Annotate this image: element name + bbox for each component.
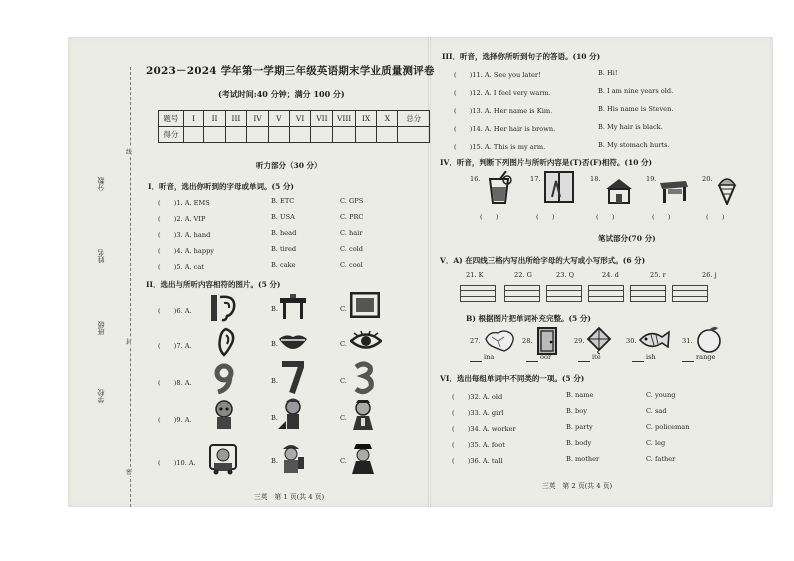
writing-lines[interactable] xyxy=(460,285,496,302)
question-number: ( )35. A. foot xyxy=(452,441,505,449)
question-number: ( )8. A. xyxy=(158,379,192,387)
option-b: B. I am nine years old. xyxy=(598,87,674,95)
word-fragment: ina xyxy=(484,353,495,361)
boy-icon xyxy=(210,399,238,431)
question-number: ( )2. A. VIP xyxy=(158,215,206,223)
word-fragment: oor xyxy=(540,353,552,361)
worker-icon xyxy=(276,441,306,475)
score-col-total: 总分 xyxy=(398,111,430,127)
option-c: C. PRC xyxy=(340,213,364,221)
score-col: VIII xyxy=(333,111,355,127)
question-number: 20. xyxy=(702,175,713,183)
house-icon xyxy=(604,177,634,205)
section-1-heading: I．听音，选出你听到的字母或单词。(5 分) xyxy=(148,182,294,191)
score-col: VII xyxy=(311,111,333,127)
fill-blank[interactable] xyxy=(682,361,694,362)
answer-bracket[interactable]: ( ) xyxy=(652,213,671,221)
score-col: II xyxy=(204,111,225,127)
fish-icon xyxy=(214,327,238,357)
china-map-icon xyxy=(484,329,516,353)
question-number: ( )7. A. xyxy=(158,342,192,350)
policeman-icon xyxy=(348,441,378,475)
question-number: ( )32. A. old xyxy=(452,393,503,401)
section-3-heading: III．听音，选择你所听到句子的答语。(10 分) xyxy=(442,52,601,61)
writing-lines[interactable] xyxy=(630,285,666,302)
question-number: ( )34. A. worker xyxy=(452,425,516,433)
letter-prompt: 24. d xyxy=(602,271,619,279)
page-two xyxy=(430,37,773,507)
question-number: ( )15. A. This is my arm. xyxy=(454,143,546,151)
option-c: C. young xyxy=(646,391,676,399)
bus-driver-icon xyxy=(208,441,238,475)
number-9-icon xyxy=(212,363,236,395)
option-b: B. USA xyxy=(271,213,295,221)
question-number: ( )1. A. EMS xyxy=(158,199,210,207)
orange-icon xyxy=(696,325,722,353)
option-b: B. xyxy=(271,414,278,422)
score-cell[interactable] xyxy=(289,127,311,143)
question-number: 29. xyxy=(574,337,585,345)
option-b: B. body xyxy=(566,439,592,447)
question-number: ( )12. A. I feel very warm. xyxy=(454,89,551,97)
eye-icon xyxy=(350,292,380,318)
option-c: C. father xyxy=(646,455,676,463)
score-cell-total[interactable] xyxy=(398,127,430,143)
writing-lines[interactable] xyxy=(672,285,708,302)
question-number: 31. xyxy=(682,337,693,345)
option-b: B. boy xyxy=(566,407,587,415)
question-number: ( )6. A. xyxy=(158,307,192,315)
question-number: ( )4. A. happy xyxy=(158,247,215,255)
section-5a-heading: V．A) 在四线三格内写出所给字母的大写或小写形式。(6 分) xyxy=(440,256,646,265)
question-number: 18. xyxy=(590,175,601,183)
score-col: VI xyxy=(289,111,311,127)
letter-prompt: 26. j xyxy=(702,271,717,279)
exam-title: 2023－2024 学年第一学期三年级英语期末学业质量测评卷 xyxy=(146,65,435,77)
door-icon xyxy=(536,327,558,355)
option-c: C. hair xyxy=(340,229,363,237)
listening-heading: 听力部分（30 分） xyxy=(256,161,322,170)
word-fragment: ish xyxy=(646,353,656,361)
question-number: ( )13. A. Her name is Kim. xyxy=(454,107,553,115)
option-b: B. xyxy=(271,340,278,348)
question-number: ( )36. A. tall xyxy=(452,457,503,465)
section-6-heading: VI．选出每组单词中不同类的一项。(5 分) xyxy=(440,374,585,383)
letter-prompt: 22. G xyxy=(514,271,532,279)
option-b: B. xyxy=(271,305,278,313)
score-table-header-label: 题号 xyxy=(159,111,184,127)
question-number: 17. xyxy=(530,175,541,183)
question-number: ( )14. A. Her hair is brown. xyxy=(454,125,556,133)
number-7-icon xyxy=(280,361,304,395)
option-c: C. cold xyxy=(340,245,363,253)
question-number: ( )5. A. cat xyxy=(158,263,204,271)
score-table-score-row xyxy=(159,127,430,143)
section-2-heading: II．选出与所听内容相符的图片。(5 分) xyxy=(146,280,281,289)
score-table xyxy=(158,110,430,143)
option-b: B. tired xyxy=(271,245,297,253)
option-c: C. policeman xyxy=(646,423,690,431)
score-table-header-row xyxy=(159,111,430,127)
option-b: B. head xyxy=(271,229,297,237)
exam-subtitle: (考试时间:40 分钟；满分 100 分) xyxy=(218,89,345,99)
option-b: B. My hair is black. xyxy=(598,123,663,131)
option-c: C. xyxy=(340,340,347,348)
option-c: C. xyxy=(340,457,347,465)
section-4-heading: IV．听音，判断下列图片与所听内容是(T)否(F)相符。(10 分) xyxy=(440,158,653,167)
score-col: I xyxy=(183,111,204,127)
score-cell[interactable] xyxy=(247,127,269,143)
option-c: C. sad xyxy=(646,407,667,415)
question-number: 30. xyxy=(626,337,637,345)
score-cell[interactable] xyxy=(311,127,333,143)
option-c: C. cool xyxy=(340,261,363,269)
option-c: C. xyxy=(340,305,347,313)
fill-blank[interactable] xyxy=(470,361,482,362)
girl-icon xyxy=(276,397,306,431)
score-cell[interactable] xyxy=(204,127,225,143)
question-number: ( )10. A. xyxy=(158,459,196,467)
number-3-icon xyxy=(352,361,376,395)
score-col: V xyxy=(268,111,289,127)
page-one xyxy=(68,37,435,507)
option-c: C. xyxy=(340,414,347,422)
letter-prompt: 23. Q xyxy=(556,271,574,279)
question-number: 16. xyxy=(470,175,481,183)
answer-bracket[interactable]: ( ) xyxy=(536,213,555,221)
option-c: C. xyxy=(340,377,347,385)
word-fragment: ite xyxy=(592,353,601,361)
option-b: B. name xyxy=(566,391,594,399)
option-b: B. His name is Steven. xyxy=(598,105,674,113)
written-heading: 笔试部分(70 分) xyxy=(598,234,656,243)
answer-bracket[interactable]: ( ) xyxy=(706,213,725,221)
score-cell[interactable] xyxy=(377,127,398,143)
exam-paper xyxy=(68,37,773,507)
score-col: III xyxy=(225,111,247,127)
score-cell[interactable] xyxy=(225,127,247,143)
side-label-score: 分数 xyxy=(97,177,105,191)
option-b: B. My stomach hurts. xyxy=(598,141,670,149)
question-number: ( )3. A. hand xyxy=(158,231,211,239)
side-label-class: 班级 xyxy=(97,321,105,335)
score-cell[interactable] xyxy=(183,127,204,143)
section-5b-heading: B) 根据图片把单词补充完整。(5 分) xyxy=(466,314,591,323)
ice-cream-icon xyxy=(716,173,738,205)
writing-lines[interactable] xyxy=(546,285,582,302)
juice-icon xyxy=(486,171,512,205)
answer-bracket[interactable]: ( ) xyxy=(480,213,499,221)
ear-icon xyxy=(210,293,240,323)
letter-prompt: 25. r xyxy=(650,271,666,279)
fill-blank[interactable] xyxy=(526,361,538,362)
score-cell[interactable] xyxy=(268,127,289,143)
letter-prompt: 21. K xyxy=(466,271,484,279)
doctor-icon xyxy=(348,399,378,431)
page-footer: 三英 第 1 页(共 4 页) xyxy=(254,493,325,501)
eye-icon xyxy=(350,330,382,352)
option-b: B. xyxy=(271,377,278,385)
option-b: B. cake xyxy=(271,261,296,269)
binding-line xyxy=(130,67,131,507)
option-b: B. Hi! xyxy=(598,69,618,77)
score-col: IX xyxy=(355,111,377,127)
option-b: B. ETC xyxy=(271,197,295,205)
option-b: B. party xyxy=(566,423,593,431)
option-c: C. GPS xyxy=(340,197,364,205)
writing-lines[interactable] xyxy=(588,285,624,302)
side-label-school: 学校 xyxy=(97,389,105,403)
question-number: 27. xyxy=(470,337,481,345)
desk-icon xyxy=(658,177,690,205)
score-cell[interactable] xyxy=(333,127,355,143)
lips-icon xyxy=(278,332,308,350)
writing-lines[interactable] xyxy=(504,285,540,302)
score-cell[interactable] xyxy=(355,127,377,143)
option-c: C. leg xyxy=(646,439,666,447)
word-fragment: range xyxy=(696,353,716,361)
fill-blank[interactable] xyxy=(578,361,590,362)
binding-mark: 封 xyxy=(126,339,133,346)
score-col: X xyxy=(377,111,398,127)
score-table-score-label: 得分 xyxy=(159,127,184,143)
binding-mark: 密 xyxy=(126,469,133,476)
window-icon xyxy=(544,171,574,203)
side-label-name: 姓名 xyxy=(97,249,105,263)
fish-icon xyxy=(638,329,670,351)
question-number: 19. xyxy=(646,175,657,183)
binding-mark: 线 xyxy=(126,149,133,156)
answer-bracket[interactable]: ( ) xyxy=(596,213,615,221)
question-number: ( )33. A. girl xyxy=(452,409,504,417)
question-number: ( )9. A. xyxy=(158,416,192,424)
page-footer: 三英 第 2 页(共 4 页) xyxy=(542,482,613,490)
kite-icon xyxy=(586,327,612,355)
fill-blank[interactable] xyxy=(632,361,644,362)
option-b: B. xyxy=(271,457,278,465)
table-icon xyxy=(278,294,308,320)
score-col: IV xyxy=(247,111,269,127)
question-number: ( )11. A. See you later! xyxy=(454,71,541,79)
option-b: B. mother xyxy=(566,455,600,463)
question-number: 28. xyxy=(522,337,533,345)
